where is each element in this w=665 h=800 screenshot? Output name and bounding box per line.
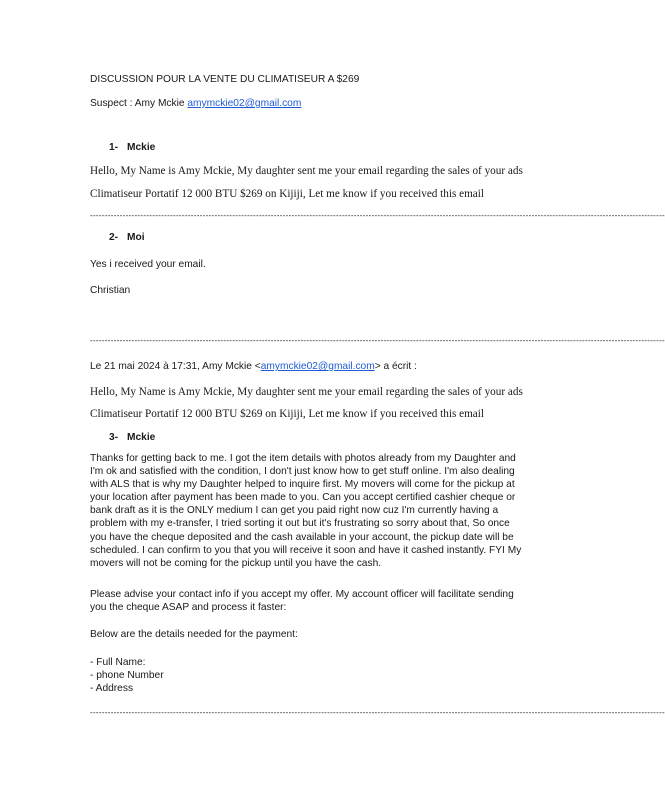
quote-header-email-link[interactable]: amymckie02@gmail.com [260,361,375,372]
quoted-line-1: Hello, My Name is Amy Mckie, My daughter sent me your email regarding the sales of your ads [90,386,523,398]
message-3-p1-line: you have the cheque deposited and the cash available in your account, the pickup date will be [90,531,514,543]
message-2-number: 2- [109,232,119,243]
message-2-signature: Christian [90,285,131,296]
message-3-p1-line: Thanks for getting back to me. I got the item details with photos already from my Daughter and [90,453,516,464]
message-1-heading [109,141,155,154]
payment-detail-item: - Address [90,683,134,695]
quote-header-suffix: > a écrit : [374,361,417,372]
message-3-p1-line: movers will not be coming for the pickup until you have the cash. [90,557,382,569]
message-3-paragraph-3: Below are the details needed for the payment: [90,629,298,640]
divider-2: -------------------------------------------------------------------------------------------------------------------------------------------------------------------------------------------------- [90,336,665,345]
message-3-p1-line: your location after payment has been made to you. Can you accept certified cashier cheque or [90,492,516,504]
message-3-paragraph-2 [90,588,530,614]
message-1-sender: Mckie [127,142,156,153]
payment-detail-item: - phone Number [90,670,164,682]
message-3-p1-line: problem with my e-transfer, I tried sorting it out but it's frustrating so sorry about that, So once [90,518,510,530]
quoted-line-2: Climatiseur Portatif 12 000 BTU $269 on Kijiji, Let me know if you received this email [90,408,484,420]
quote-header [90,360,417,373]
message-2-sender: Moi [127,232,145,243]
message-3-p1-line: I'm ok and satisfied with the condition, I don't just know how to get stuff online. I'm also dealing [90,466,515,478]
message-1-line-2: Climatiseur Portatif 12 000 BTU $269 on Kijiji, Let me know if you received this email [90,188,484,200]
divider-3: -------------------------------------------------------------------------------------------------------------------------------------------------------------------------------------------------- [90,708,665,717]
quote-header-prefix: Le 21 mai 2024 à 17:31, Amy Mckie < [90,361,261,372]
message-3-p2-line: you the cheque ASAP and process it faster: [90,602,287,614]
message-3-heading [109,431,155,444]
suspect-line [90,97,301,110]
message-3-p1-line: bank draft as it is the ONLY medium I can get you paid right now cuz I'm currently having a [90,505,499,517]
divider-1: -------------------------------------------------------------------------------------------------------------------------------------------------------------------------------------------------- [90,211,665,220]
message-1-line-1: Hello, My Name is Amy Mckie, My daughter sent me your email regarding the sales of your ads [90,165,523,177]
suspect-label: Suspect : Amy Mckie [90,98,188,109]
message-3-paragraph-1 [90,452,530,570]
message-3-sender: Mckie [127,432,156,443]
suspect-email-link[interactable]: amymckie02@gmail.com [187,98,302,109]
payment-detail-item: - Full Name: [90,657,146,668]
message-2-line-1: Yes i received your email. [90,259,206,270]
message-3-p1-line: with ALS that is why my Daughter helped to inquire first. My movers will come for the pickup at [90,479,515,491]
message-2-heading [109,231,145,244]
document-title: DISCUSSION POUR LA VENTE DU CLIMATISEUR A $269 [90,74,360,85]
payment-details-list [90,656,530,695]
message-1-number: 1- [109,142,119,153]
message-3-p2-line: Please advise your contact info if you accept my offer. My account officer will facilitate sending [90,589,514,600]
message-3-p1-line: scheduled. I can confirm to you that you will receive it soon and have it cashed instantly. FYI My [90,544,522,556]
message-3-number: 3- [109,432,119,443]
